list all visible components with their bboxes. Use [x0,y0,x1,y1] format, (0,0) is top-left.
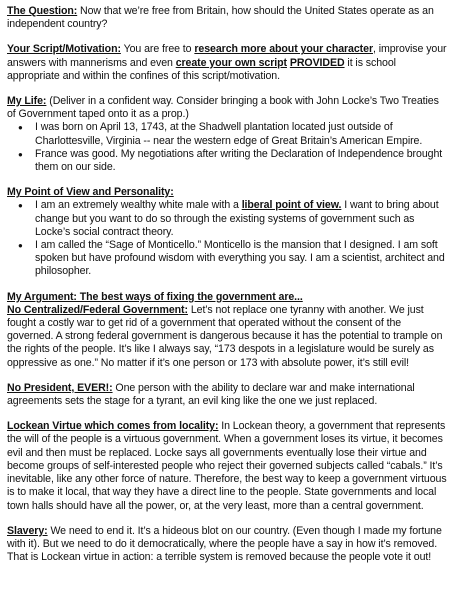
president-heading: No President, EVER!: [7,381,113,394]
argument-federal-paragraph [7,304,449,370]
slavery-text: We need to end it. It’s a hideous blot on our country. (Even though I made my fortune with it). But we need to do it democratically, where the people have a say in how it’s removed. That is Lockean virtue in action: a terrible system is removed because the people vote it out! [7,524,442,564]
life-text: (Deliver in a confident way. Consider bringing a book with John Locke’s Two Treaties of Government taped onto it as a prop.) [7,95,439,121]
slavery-heading: Slavery: [7,524,48,537]
life-intro [7,95,449,121]
view-bullet-liberal-pre: I am an extremely wealthy white male with a [35,199,242,212]
virtue-heading: Lockean Virtue which comes from locality: [7,420,219,433]
question-section [7,5,449,31]
argument-section [7,291,449,370]
life-heading: My Life: [7,95,47,108]
script-research-emphasis: research more about your character [194,43,373,56]
life-bullet-birth: ● I was born on April 13, 1743, at the Shadwell plantation located just outside of Charlottesville, Virginia -- near the western edge of Great Britain’s American Empire. [35,121,449,147]
script-text-1: You are free to [120,43,195,56]
virtue-section [7,420,449,512]
president-section [7,382,449,408]
script-heading: Your Script/Motivation: [7,43,121,56]
view-section [7,186,449,278]
view-bullet-liberal-post: I want to bring about change but you want to do so through the existing systems of government such as Locke’s social contract theory. [35,199,439,238]
life-bullet-france: ● France was good. My negotiations after writing the Declaration of Independence brought them on our side. [35,148,449,174]
script-create-emphasis: create your own script [175,56,287,69]
argument-heading: My Argument: The best ways of fixing the government are... [7,290,303,303]
view-bullet-liberal-emphasis: liberal point of view. [241,199,342,212]
life-bullet-list [7,121,449,174]
script-provided-emphasis: PROVIDED [289,56,345,69]
script-text-4: it is school appropriate and within the confines of this script/motivation. [7,56,396,82]
slavery-section [7,525,449,565]
life-section [7,95,449,174]
script-text-2: , improvise your answers with mannerisms and even [7,43,447,69]
script-section [7,43,449,83]
view-bullet-liberal [35,199,449,239]
question-text: Now that we’re free from Britain, how should the United States operate as an independent country? [7,5,434,31]
president-text: One person with the ability to declare war and make international agreements sets the stage for a tyrant, an evil king like the one we just replaced. [7,381,415,408]
view-bullet-list [7,199,449,278]
view-heading: My Point of View and Personality: [7,186,174,199]
virtue-text: In Lockean theory, a government that represents the will of the people is a virtuous government. When a government loses its virtue, it becomes evil and then must be replaced. Locke says all governments eventually lose their virtue and become groups of self-interested people who reject their governed subjects called “cabals.” It’s inevitable, like any other force of nature. Therefore, the best way to keep a government virtuous is to make it local, that way they have a direct line to the people. State governments and local town halls should have all the power, or, at the very least, more than a central government. [7,420,447,512]
question-heading: The Question: [7,5,78,17]
view-bullet-sage: ● I am called the “Sage of Monticello.” Monticello is the mansion that I designed. I am soft spoken but have profound wisdom with everything you say. I am a scientist, architect and philosopher. [35,239,449,279]
argument-federal-heading: No Centralized/Federal Government: [7,303,188,316]
argument-federal-text: Let’s not replace one tyranny with another. We just fought a costly war to get rid of a government that operated without the consent of the governed. A strong federal government is dangerous because it has the potential to trample on the rights of the people. It’s like I always say, “173 despots in a legislature would be surely as oppressive as one.” No matter if it’s one person or 173 with absolute power, it’s still evil! [7,303,443,369]
